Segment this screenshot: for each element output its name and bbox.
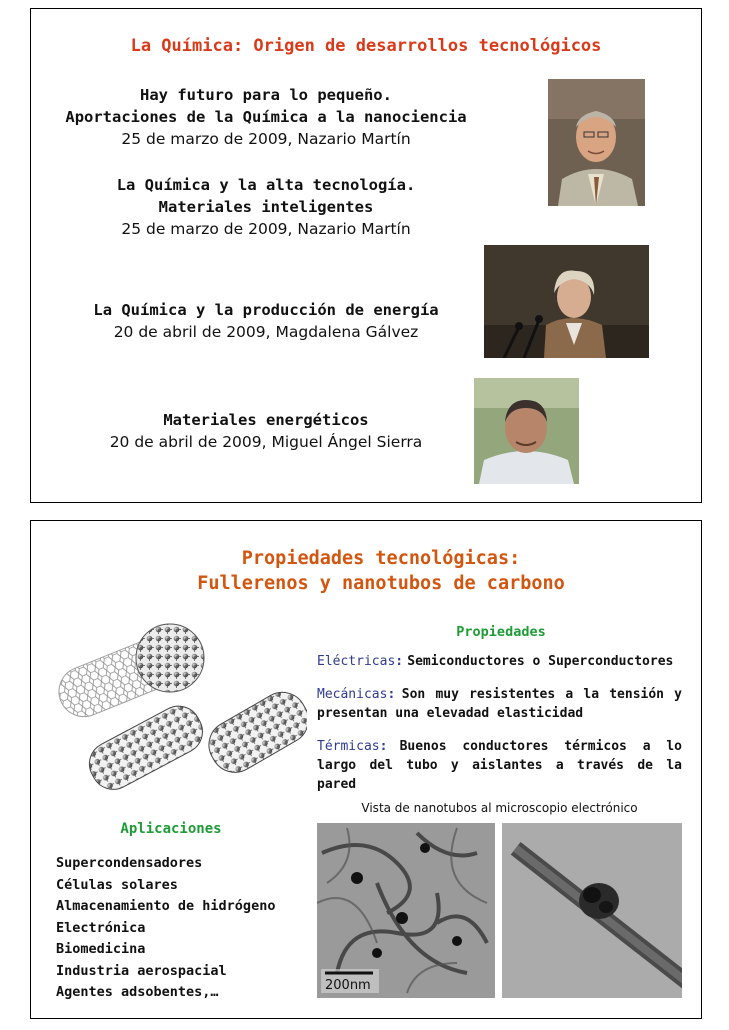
property-thermal-label: Térmicas — [317, 739, 380, 754]
properties-heading: Propiedades — [456, 624, 546, 640]
properties-list — [317, 652, 682, 794]
application-item: Almacenamiento de hidrógeno — [56, 898, 276, 914]
talk-2 — [31, 174, 501, 240]
property-mechanical — [317, 685, 682, 723]
nanotube-fullerene-illustration — [55, 616, 307, 801]
slide-2-title — [71, 546, 691, 596]
applications-list — [56, 853, 275, 1004]
application-item: Biomedicina — [56, 941, 146, 957]
applications-heading: Aplicaciones — [120, 821, 222, 837]
application-item: Agentes adsobentes,… — [56, 984, 219, 1000]
talk-1-title-line2: Aportaciones de la Química a la nanociencia — [65, 108, 467, 126]
talk-3-title-line1: La Química y la producción de energía — [93, 301, 439, 319]
property-mechanical-text: Son muy resistentes a la tensión y presentan una elevadad elasticidad — [317, 687, 683, 721]
property-thermal-sep: : — [379, 739, 388, 754]
slide-2 — [30, 520, 702, 1019]
property-electrical-text: Semiconductores o Superconductores — [407, 654, 674, 669]
property-electrical-label: Eléctricas — [317, 654, 396, 669]
talk-2-info: 25 de marzo de 2009, Nazario Martín — [121, 220, 411, 238]
talk-1-title-line1: Hay futuro para lo pequeño. — [140, 86, 392, 104]
application-item: Electrónica — [56, 919, 146, 936]
slide-2-title-line1: Propiedades tecnológicas: — [241, 548, 521, 569]
application-item: Supercondensadores — [56, 855, 203, 871]
slide-1 — [30, 8, 702, 503]
talk-1-info: 25 de marzo de 2009, Nazario Martín — [121, 130, 411, 148]
talk-3-info: 20 de abril de 2009, Magdalena Gálvez — [113, 323, 419, 341]
slide-1-header: La Química: Origen de desarrollos tecnológicos — [130, 36, 602, 56]
talk-3 — [31, 299, 501, 343]
microscope-image-2 — [502, 823, 682, 998]
application-item: Células solares — [56, 876, 178, 893]
property-mechanical-sep: : — [387, 687, 396, 702]
portrait-nazario-photo — [548, 79, 645, 206]
property-electrical-sep: : — [395, 654, 404, 669]
slide-2-title-line2: Fullerenos y nanotubos de carbono — [197, 573, 565, 594]
property-electrical — [317, 652, 682, 671]
talk-1 — [31, 84, 501, 150]
portrait-miguel-photo — [474, 378, 579, 484]
property-thermal-text: Buenos conductores térmicos a lo largo del tubo y aislantes a través de la pared — [317, 739, 682, 792]
talk-2-title-line1: La Química y la alta tecnología. — [116, 176, 416, 194]
microscope-image-1 — [317, 823, 495, 998]
talk-4 — [31, 409, 501, 453]
talk-2-title-line2: Materiales inteligentes — [158, 198, 374, 216]
talk-4-title-line1: Materiales energéticos — [163, 411, 369, 429]
talk-4-info: 20 de abril de 2009, Miguel Ángel Sierra — [109, 433, 423, 451]
portrait-magdalena-photo — [484, 245, 649, 358]
microscope-caption: Vista de nanotubos al microscopio electrónico — [361, 801, 638, 815]
application-item: Industria aerospacial — [56, 962, 227, 979]
property-thermal — [317, 737, 682, 794]
property-mechanical-label: Mecánicas — [317, 687, 388, 702]
scale-bar-label: 200nm — [325, 978, 371, 993]
